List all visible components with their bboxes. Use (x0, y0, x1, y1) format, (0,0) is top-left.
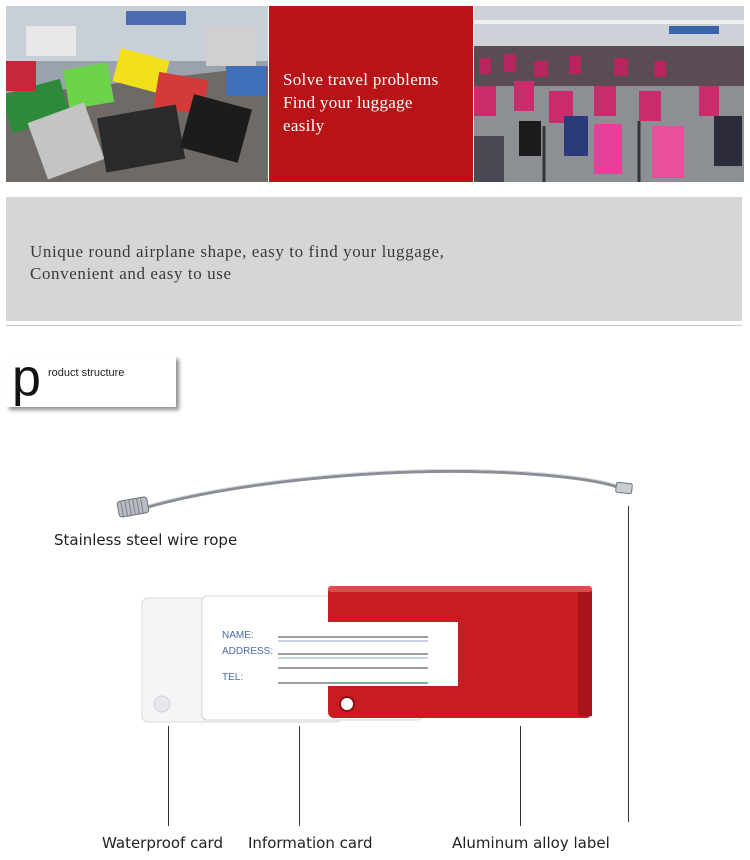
info-callout-line (299, 726, 300, 826)
waterproof-callout-line (168, 726, 169, 826)
wire-rope-label: Stainless steel wire rope (54, 531, 238, 549)
section-heading (6, 349, 176, 407)
promo-line-3: easily (283, 116, 325, 135)
section-divider (6, 325, 742, 326)
tag-tel-field: TEL: (222, 672, 244, 683)
wire-rope-image (110, 462, 640, 522)
description-line-1: Unique round airplane shape, easy to find your luggage, (30, 242, 445, 261)
promo-line-1: Solve travel problems (283, 70, 439, 89)
description-line-2: Convenient and easy to use (30, 264, 232, 283)
luggage-tag-image (140, 584, 596, 726)
promo-text (283, 68, 439, 137)
aluminum-label-label: Aluminum alloy label (452, 834, 610, 852)
tag-name-field: NAME: (222, 630, 254, 641)
description-text (30, 241, 444, 285)
tag-address-field: ADDRESS: (222, 646, 274, 657)
description-box (6, 197, 742, 321)
luggage-carousel-photo (6, 6, 268, 182)
information-card-label: Information card (248, 834, 373, 852)
promo-line-2: Find your luggage (283, 93, 413, 112)
heading-text: roduct structure (48, 367, 125, 379)
wire-callout-line (628, 506, 629, 822)
waterproof-card-label: Waterproof card (102, 834, 223, 852)
promo-panel (269, 6, 473, 182)
aluminum-callout-line (520, 726, 521, 826)
luggage-hall-photo (474, 6, 744, 182)
heading-initial: p (12, 349, 41, 407)
